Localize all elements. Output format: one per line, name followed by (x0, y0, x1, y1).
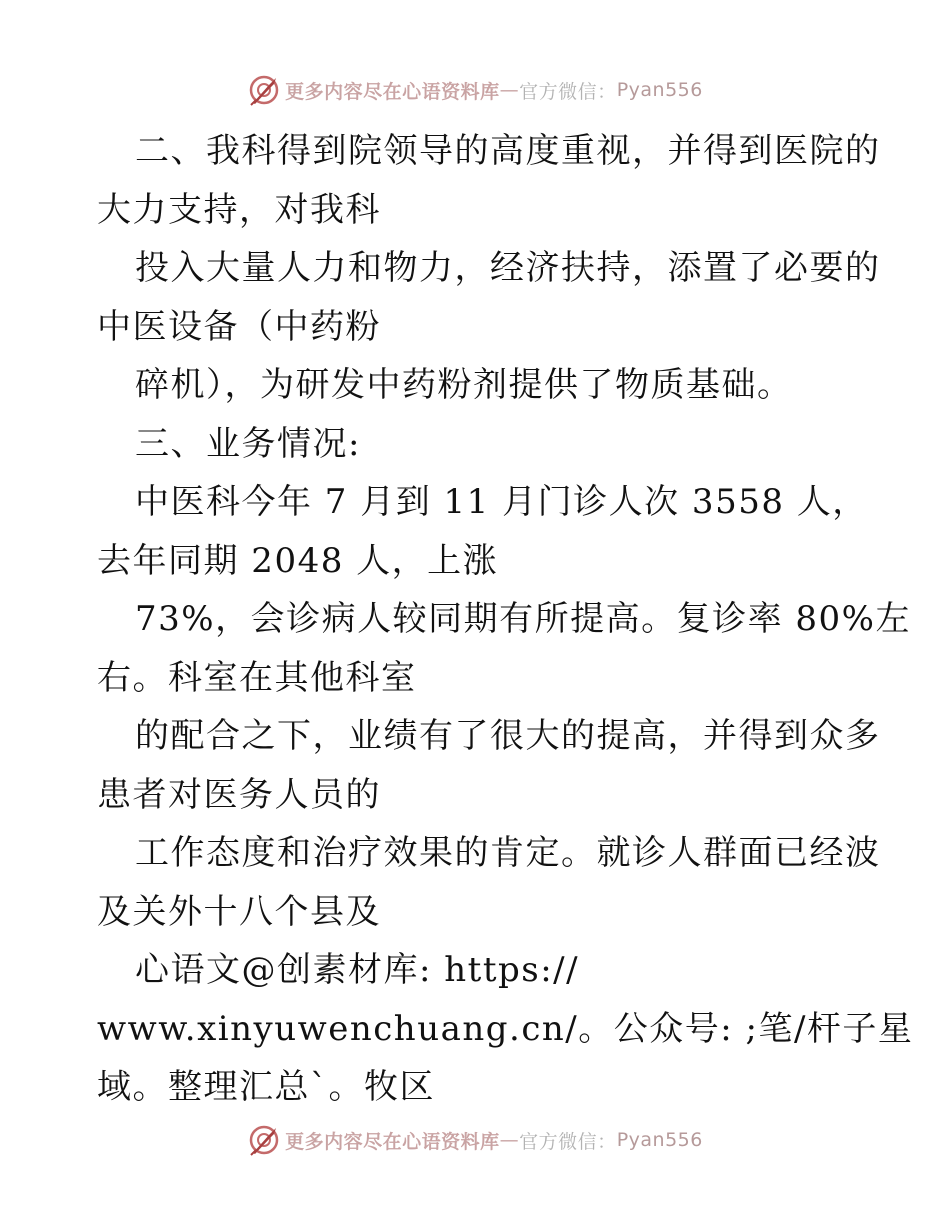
banner-wechat-id: Pyan556 (616, 79, 703, 101)
body-line: 工作态度和治疗效果的肯定。就诊人群面已经波 (135, 833, 881, 873)
body-line: 去年同期 2048 人，上涨 (97, 540, 499, 581)
body-line: 大力支持，对我科 (97, 189, 381, 230)
section-heading: 三、业务情况: (135, 423, 361, 464)
document-body (97, 122, 914, 1117)
banner-main-text: 更多内容尽在心语资料库 (285, 1130, 500, 1153)
banner-official-label: 官方微信： (519, 1130, 617, 1153)
body-line: 患者对医务人员的 (97, 774, 381, 815)
banner-dash: — (499, 1129, 520, 1151)
banner-main-text: 更多内容尽在心语资料库 (285, 80, 500, 103)
pen-logo-icon (247, 73, 281, 107)
footer-banner (0, 1120, 950, 1160)
body-line: 域。整理汇总`。牧区 (97, 1067, 435, 1107)
body-line: 及关外十八个县及 (97, 891, 381, 932)
body-line: 右。科室在其他科室 (97, 657, 417, 698)
body-line: 中医科今年 7 月到 11 月门诊人次 3558 人， (135, 482, 868, 522)
body-line: 碎机），为研发中药粉剂提供了物质基础。 (135, 365, 793, 405)
body-line: 的配合之下，业绩有了很大的提高，并得到众多 (135, 716, 881, 756)
body-line: 中医设备（中药粉 (97, 306, 381, 347)
body-line: 心语文@创素材库: https:// (135, 950, 580, 990)
body-line: 73%，会诊病人较同期有所提高。复诊率 80%左 (135, 599, 911, 639)
body-line: www.xinyuwenchuang.cn/。公众号: ;笔/杆子星 (97, 1008, 914, 1049)
pen-logo-icon (247, 1123, 281, 1157)
banner-dash: — (499, 79, 520, 101)
banner-official-label: 官方微信： (519, 80, 617, 103)
banner-wechat-id: Pyan556 (616, 1129, 703, 1151)
header-banner (0, 70, 950, 110)
body-line: 投入大量人力和物力，经济扶持，添置了必要的 (135, 248, 881, 288)
body-line: 二、我科得到院领导的高度重视，并得到医院的 (135, 131, 881, 171)
